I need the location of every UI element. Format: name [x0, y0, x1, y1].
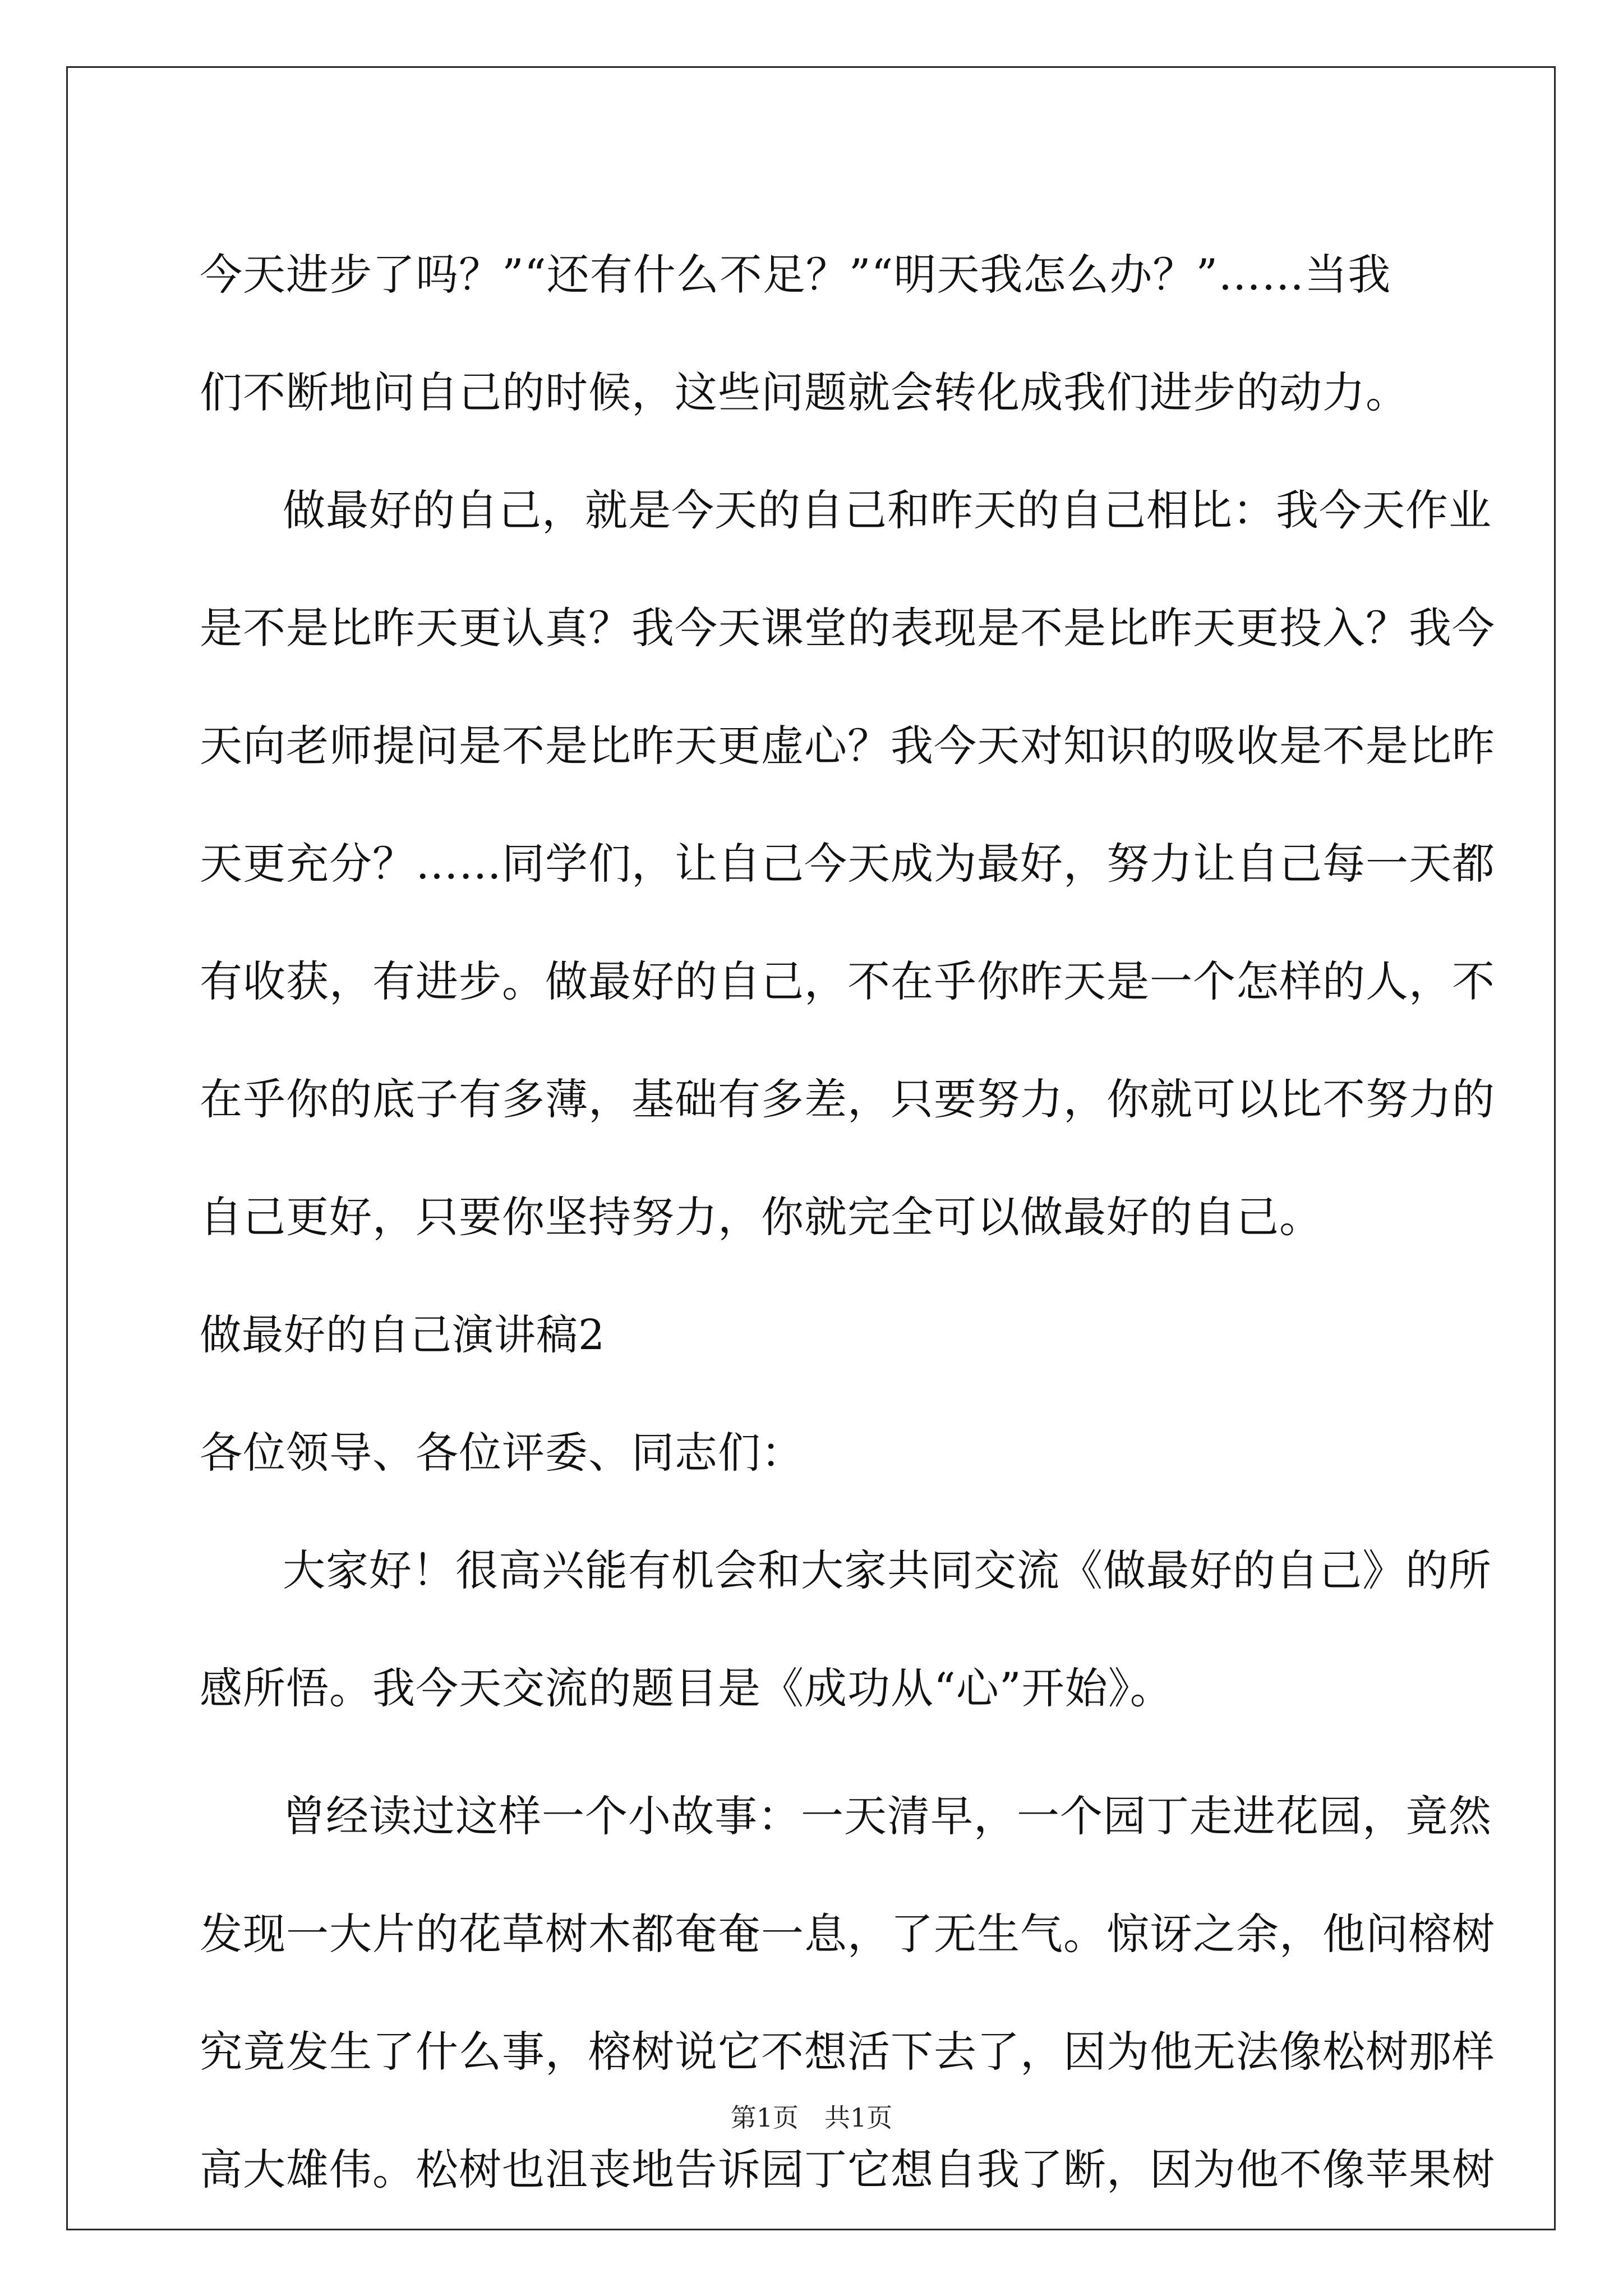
paragraph-line: 们不断地问自己的时候，这些问题就会转化成我们进步的动力。 [200, 367, 1409, 417]
document-body [200, 216, 1495, 2229]
paragraph-line: 有收获，有进步。做最好的自己，不在乎你昨天是一个怎样的人，不 [200, 956, 1495, 1006]
paragraph-line: 感所悟。我今天交流的题目是《成功从“心”开始》。 [200, 1663, 1173, 1713]
paragraph-line: 曾经读过这样一个小故事：一天清早，一个园丁走进花园，竟然 [283, 1791, 1492, 1841]
paragraph-line: 究竟发生了什么事，榕树说它不想活下去了，因为他无法像松树那样 [200, 2027, 1495, 2077]
paragraph-line: 大家好！很高兴能有机会和大家共同交流《做最好的自己》的所 [283, 1545, 1492, 1595]
paragraph-line: 是不是比昨天更认真？我今天课堂的表现是不是比昨天更投入？我今 [200, 603, 1495, 653]
page-footer: 第1页 共1页 [730, 2102, 893, 2133]
paragraph-line: 做最好的自己，就是今天的自己和昨天的自己相比：我今天作业 [283, 485, 1492, 535]
paragraph-line: 今天进步了吗？”“还有什么不足？”“明天我怎么办？”……当我 [200, 250, 1391, 300]
paragraph-line: 高大雄伟。松树也沮丧地告诉园丁它想自我了断，因为他不像苹果树 [200, 2145, 1495, 2194]
paragraph-line: 天向老师提问是不是比昨天更虚心？我今天对知识的吸收是不是比昨 [200, 721, 1495, 771]
salutation-line: 各位领导、各位评委、同志们： [200, 1428, 804, 1478]
paragraph-line: 自己更好，只要你坚持努力，你就完全可以做最好的自己。 [200, 1192, 1322, 1242]
paragraph-line: 在乎你的底子有多薄，基础有多差，只要努力，你就可以比不努力的 [200, 1074, 1495, 1124]
paragraph-line: 发现一大片的花草树木都奄奄一息，了无生气。惊讶之余，他问榕树 [200, 1909, 1495, 1959]
section-title: 做最好的自己演讲稿2 [200, 1311, 606, 1359]
paragraph-line: 天更充分？……同学们，让自己今天成为最好，努力让自己每一天都 [200, 839, 1495, 889]
paragraph-gap [200, 1747, 1433, 1757]
